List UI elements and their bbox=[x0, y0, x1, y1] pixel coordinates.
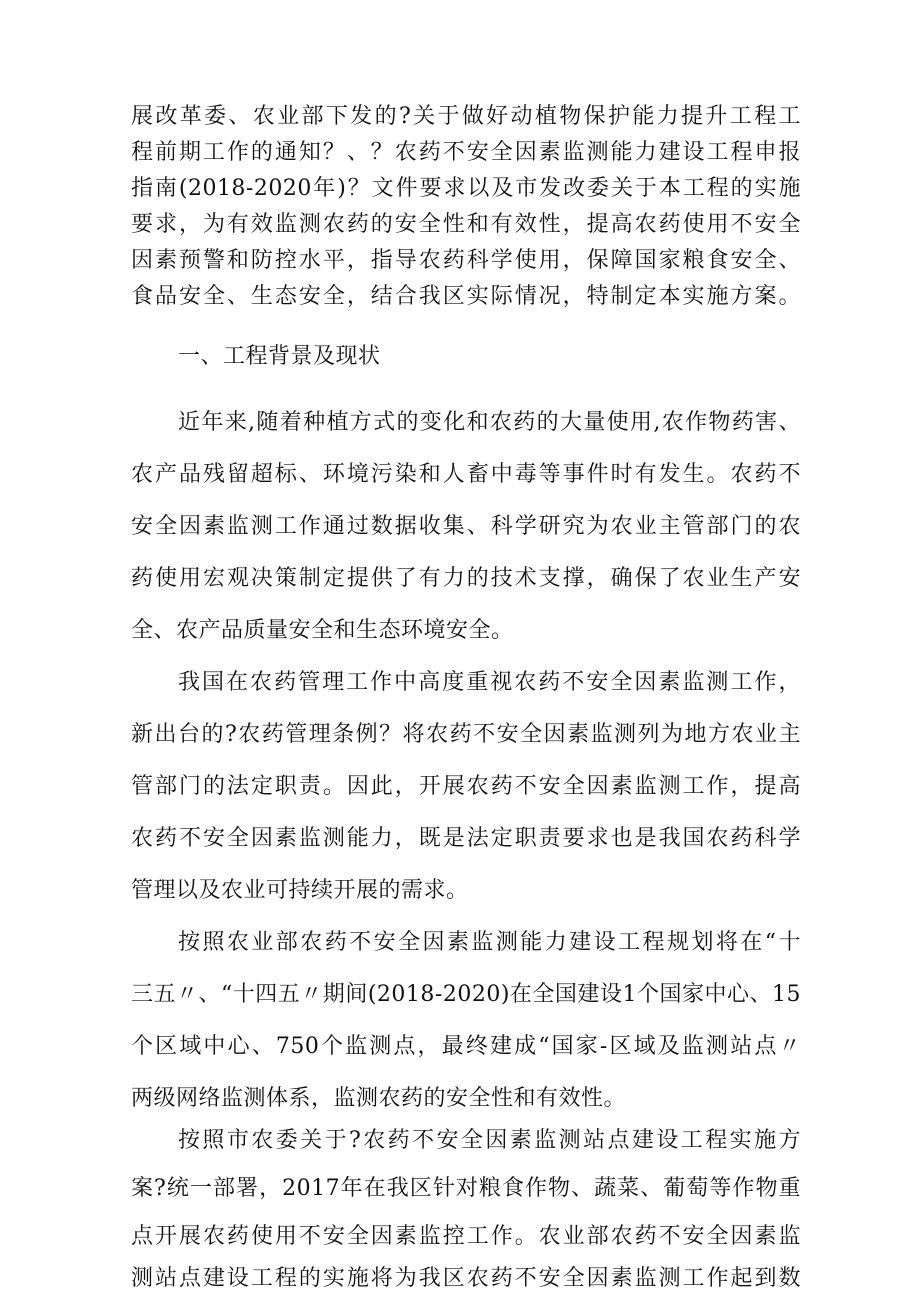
section-heading: 一、工程背景及现状 bbox=[178, 344, 381, 369]
intro-line: 因素预警和防控水平，指导农药科学使用，保障国家粮食安全、 bbox=[131, 248, 801, 273]
paragraph-line: 两级网络监测体系，监测农药的安全性和有效性。 bbox=[131, 1086, 627, 1111]
paragraph-line: 三五〃、“十四五〃期间(2018-2020)在全国建设1个国家中心、15 bbox=[131, 982, 801, 1007]
paragraph-line: 全、农产品质量安全和生态环境安全。 bbox=[131, 618, 514, 643]
intro-line: 食品安全、生态安全，结合我区实际情况，特制定本实施方案。 bbox=[131, 284, 801, 309]
paragraph-line: 点开展农药使用不安全因素监控工作。农业部农药不安全因素监 bbox=[131, 1224, 801, 1249]
paragraph-line: 管理以及农业可持续开展的需求。 bbox=[131, 878, 469, 903]
intro-line: 指南(2018-2020年)？文件要求以及市发改委关于本工程的实施 bbox=[131, 176, 801, 201]
paragraph-line: 测站点建设工程的实施将为我区农药不安全因素监测工作起到数 bbox=[131, 1266, 801, 1291]
intro-line: 程前期工作的通知？、？农药不安全因素监测能力建设工程申报 bbox=[131, 140, 801, 165]
paragraph-line: 按照农业部农药不安全因素监测能力建设工程规划将在“十 bbox=[178, 930, 801, 955]
paragraph-line: 近年来,随着种植方式的变化和农药的大量使用,农作物药害、 bbox=[178, 410, 801, 435]
paragraph-line: 案?统一部署，2017年在我区针对粮食作物、蔬菜、葡萄等作物重 bbox=[131, 1176, 801, 1201]
paragraph-line: 管部门的法定职责。因此，开展农药不安全因素监测工作，提高 bbox=[131, 774, 801, 799]
paragraph-line: 我国在农药管理工作中高度重视农药不安全因素监测工作， bbox=[178, 670, 801, 695]
paragraph-line: 新出台的?农药管理条例？将农药不安全因素监测列为地方农业主 bbox=[131, 722, 801, 747]
paragraph-line: 农产品残留超标、环境污染和人畜中毒等事件时有发生。农药不 bbox=[131, 462, 801, 487]
paragraph-line: 药使用宏观决策制定提供了有力的技术支撑，确保了农业生产安 bbox=[131, 566, 801, 591]
paragraph-line: 按照市农委关于?农药不安全因素监测站点建设工程实施方 bbox=[178, 1128, 801, 1153]
paragraph-line: 农药不安全因素监测能力，既是法定职责要求也是我国农药科学 bbox=[131, 826, 801, 851]
intro-line: 要求，为有效监测农药的安全性和有效性，提高农药使用不安全 bbox=[131, 212, 801, 237]
paragraph-line: 安全因素监测工作通过数据收集、科学研究为农业主管部门的农 bbox=[131, 514, 801, 539]
paragraph-line: 个区域中心、750个监测点，最终建成“国家-区域及监测站点〃 bbox=[131, 1034, 801, 1059]
intro-line: 展改革委、农业部下发的?关于做好动植物保护能力提升工程工 bbox=[131, 104, 801, 129]
